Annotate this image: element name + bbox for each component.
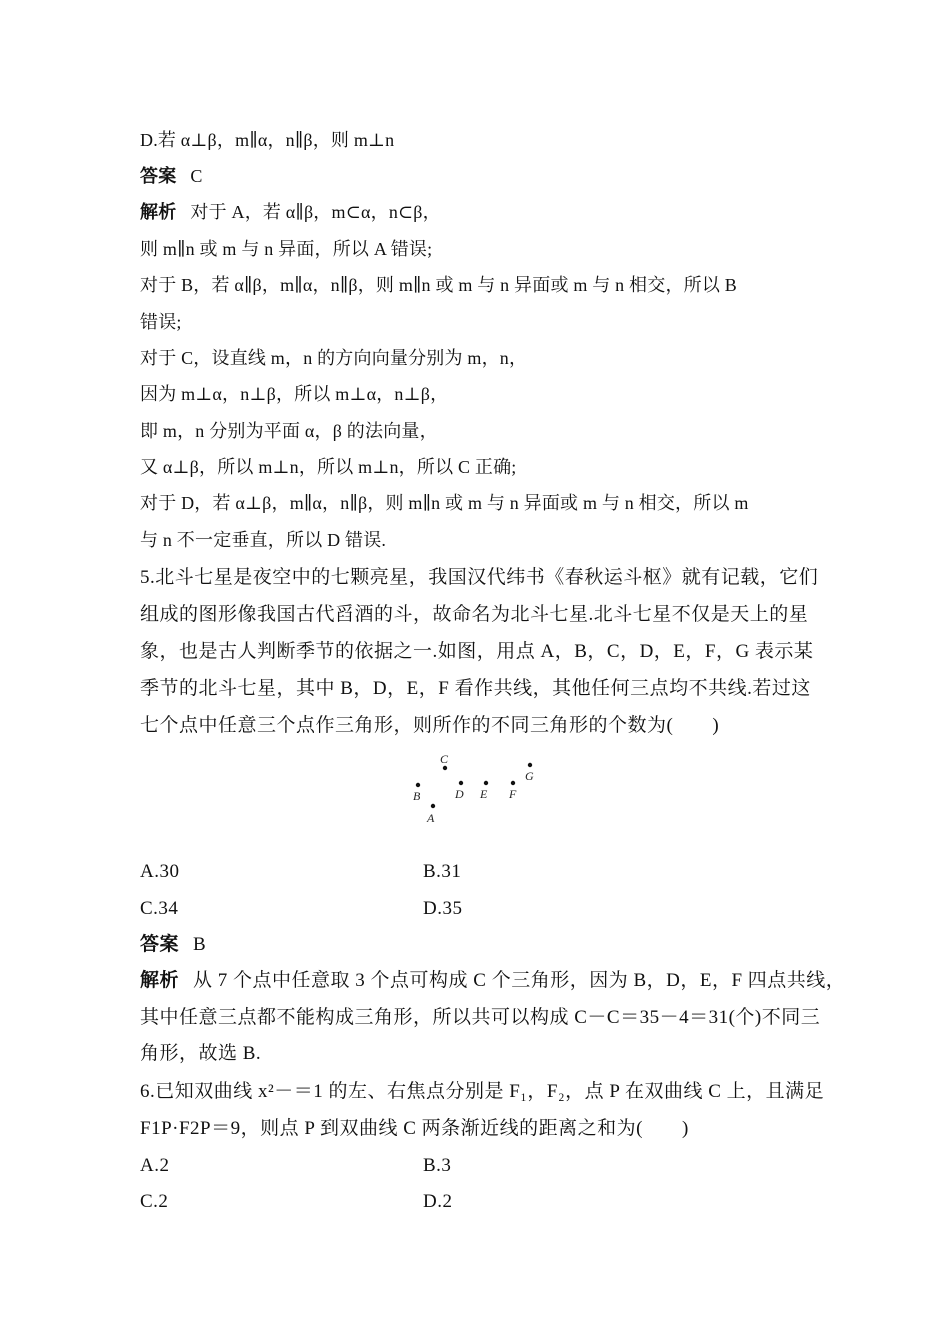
point-f <box>511 781 515 785</box>
question-5-line: 5.北斗七星是夜空中的七颗亮星，我国汉代纬书《春秋运斗枢》就有记载，它们 <box>140 567 819 588</box>
point-label-d: D <box>455 787 464 801</box>
question-6-line: F1P·F2P＝9，则点 P 到双曲线 C 两条渐近线的距离之和为( ) <box>140 1118 689 1139</box>
text-line: 与 n 不一定垂直，所以 D 错误. <box>140 530 387 550</box>
answer-line <box>140 164 203 188</box>
answer-label: 答案 <box>140 934 180 955</box>
answer-value: C <box>190 166 203 186</box>
text-line: 因为 m⊥α，n⊥β，所以 m⊥α，n⊥β， <box>140 384 449 404</box>
text-line: 角形，故选 B. <box>140 1043 262 1064</box>
text-line: 对于 C，设直线 m，n 的方向向量分别为 m，n， <box>140 348 528 368</box>
option-d-line: D.若 α⊥β，m∥α，n∥β，则 m⊥n <box>140 130 395 150</box>
point-label-e: E <box>480 787 488 801</box>
analysis-line <box>140 969 845 993</box>
option-b: B.31 <box>423 861 462 882</box>
analysis-label: 解析 <box>140 970 180 991</box>
point-label-a: A <box>427 811 435 825</box>
point-e <box>484 781 488 785</box>
text-line: 即 m，n 分别为平面 α，β 的法向量， <box>140 421 438 441</box>
point-label-g: G <box>525 769 534 783</box>
analysis-label: 解析 <box>140 202 177 222</box>
text-line: 对于 D，若 α⊥β，m∥α，n∥β，则 m∥n 或 m 与 n 异面或 m 与 n 相交，所以 m <box>140 493 749 513</box>
option-b: B.3 <box>423 1155 452 1176</box>
point-b <box>416 783 420 787</box>
point-label-c: C <box>440 752 449 766</box>
option-d: D.35 <box>423 898 463 919</box>
question-5-line: 组成的图形像我国古代舀酒的斗，故命名为北斗七星.北斗七星不仅是天上的星 <box>140 604 809 625</box>
answer-value: B <box>193 934 207 955</box>
option-d: D.2 <box>423 1191 453 1212</box>
text-line: 对于 B，若 α∥β，m∥α，n∥β，则 m∥n 或 m 与 n 异面或 m 与 n 相交，所以 B <box>140 275 737 295</box>
option-a: A.30 <box>140 861 180 882</box>
text-line: 又 α⊥β，所以 m⊥n，所以 m⊥n，所以 C 正确; <box>140 457 517 477</box>
question-5-line: 七个点中任意三个点作三角形，则所作的不同三角形的个数为( ) <box>140 715 720 736</box>
big-dipper-figure <box>405 748 545 828</box>
analysis-text: 对于 A，若 α∥β，m⊂α，n⊂β， <box>190 202 441 222</box>
point-g <box>528 763 532 767</box>
option-c: C.2 <box>140 1191 169 1212</box>
point-d <box>459 781 463 785</box>
question-5-line: 象，也是古人判断季节的依据之一.如图，用点 A，B，C，D，E，F，G 表示某 <box>140 641 814 662</box>
text-line: 错误; <box>140 312 182 332</box>
text-line: 其中任意三点都不能构成三角形，所以共可以构成 C－C＝35－4＝31(个)不同三 <box>140 1007 821 1028</box>
option-a: A.2 <box>140 1155 170 1176</box>
point-label-b: B <box>413 789 421 803</box>
text-line: 则 m∥n 或 m 与 n 异面，所以 A 错误; <box>140 239 433 259</box>
point-c <box>443 766 447 770</box>
analysis-line <box>140 200 441 224</box>
option-c: C.34 <box>140 898 179 919</box>
question-5-line: 季节的北斗七星，其中 B，D，E，F 看作共线，其他任何三点均不共线.若过这 <box>140 678 811 699</box>
answer-line <box>140 933 206 957</box>
point-label-f: F <box>509 787 517 801</box>
question-6-line: 6.已知双曲线 x²－＝1 的左、右焦点分别是 F₁，F₂，点 P 在双曲线 C 上，且满足 <box>140 1081 825 1102</box>
analysis-text: 从 7 个点中任意取 3 个点可构成 C 个三角形，因为 B，D，E，F 四点共线， <box>193 970 846 991</box>
answer-label: 答案 <box>140 166 177 186</box>
point-a <box>431 804 435 808</box>
